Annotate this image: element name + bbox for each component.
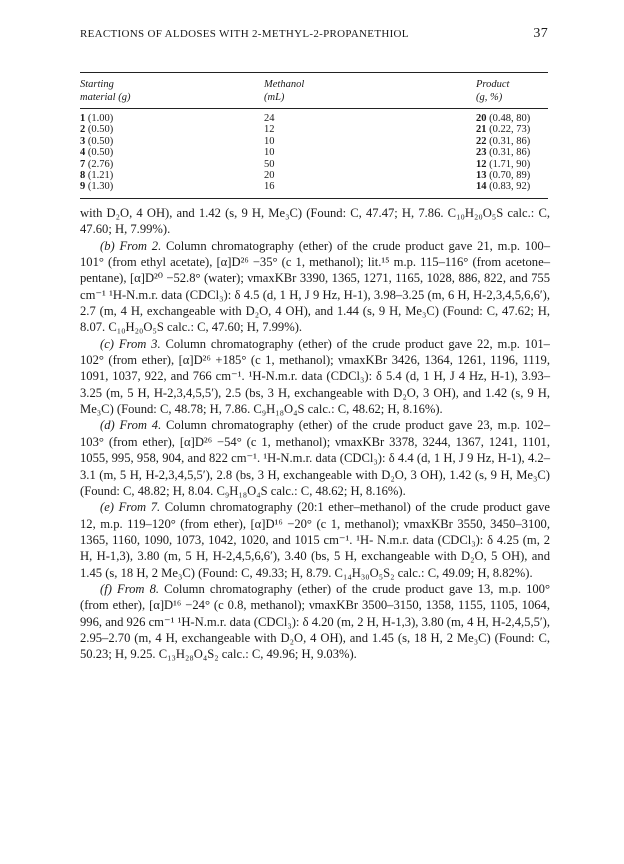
text-line: with D₂O, 4 OH), and 1.42 (s, 9 H, Me₃C) (Found: C, 47.47; H, 7.86. C₁₀H₂₀O₅S	[80, 206, 504, 220]
text-line: product gave 12, m.p. 119–120° (from ether), [α]D¹⁶ −20° (c 1, methanol);	[80, 500, 550, 531]
text-line: Column chromatography (ether) of the crude product gave 23,	[166, 418, 493, 433]
cell-starting-material: 3 (0.50)	[80, 135, 114, 147]
table-row	[80, 124, 548, 135]
paragraph-label: (e)	[100, 500, 114, 515]
text-line: m.p. 100° (from ether), [α]D¹⁶ −24° (c 0.8, methanol); νmaxKBr 3500–3150, 1358, 1155,	[80, 581, 550, 613]
paragraph	[80, 238, 550, 336]
cell-product: 12 (1.71, 90)	[476, 158, 531, 170]
text-line: 1.45 (s, 18 H, 2 Me₃C) (Found: C, 50.23; H, 9.25. C₁₃H₂₈O₄S₂ calc.: C, 49.96; H,	[80, 630, 550, 662]
text-line: calc.: C, 47.60; H, 7.99%).	[80, 206, 550, 237]
paragraph-source: From 2.	[119, 238, 162, 253]
paragraph	[80, 205, 550, 238]
cell-starting-material: 7 (2.76)	[80, 158, 114, 170]
table-row	[80, 170, 548, 181]
cell-starting-material: 8 (1.21)	[80, 169, 114, 181]
cell-methanol: 10	[264, 147, 275, 159]
text-line: J 4 Hz, H-1), 3.93–3.25 (m, 5 H, H-2,3,4,5,5′), 2.5 (bs, 3 H, exchangeable with	[80, 369, 551, 400]
cell-product: 23 (0.31, 86)	[476, 147, 531, 159]
cell-methanol: 12	[264, 124, 275, 136]
cell-methanol: 50	[264, 158, 275, 170]
table-top-rule	[80, 72, 548, 73]
text-line: 3.80 (m, 4 H, H-2,4,5,5′), 2.95–2.70 (m, 4 H, exchangeable with D₂O, 4 OH), and	[80, 614, 550, 645]
table-bottom-rule	[80, 198, 548, 199]
text-line: Column chromatography (ether) of the crude product gave 21,	[166, 238, 493, 253]
text-line: 1196, 1119, 1091, 1037, 922, and 766 cm⁻¹. ¹H-N.m.r. data (CDCl₃): δ 5.4 (d, 1 H,	[80, 353, 550, 384]
cell-product: 13 (0.70, 89)	[476, 169, 531, 181]
text-line: 5 H, exchangeable with D₂O, 5 OH), and 1.45 (s, 18 H, 2 Me₃C) (Found: C, 49.33;	[80, 549, 550, 580]
paragraph-label: (c)	[100, 336, 114, 351]
text-line: 3.98–3.25 (m, 6 H, H-2,3,4,5,6,6′), 2.7 (m, 4 H, exchangeable with D₂O, 4 OH),	[80, 287, 550, 319]
paragraph	[80, 336, 550, 418]
experimental-text	[80, 205, 550, 663]
text-line: D₂O, 3 OH), and 1.42 (s, 9 H, Me₃C) (Found: C, 48.78; H, 7.86. C₉H₁₈O₄S calc.:	[80, 385, 550, 417]
text-line: 48.62; H, 8.16%).	[315, 483, 406, 498]
text-line: 1105, 1064, 996, and 926 cm⁻¹ ¹H-N.m.r. data (CDCl₃): δ 4.20 (m, 2 H, H-1,3),	[80, 598, 550, 629]
text-line: 886, 822, and 755 cm⁻¹ ¹H-N.m.r. data (CDCl₃): δ 4.5 (d, 1 H, J 9 Hz, H-1),	[80, 271, 550, 302]
paragraph-source: From 3.	[118, 336, 161, 351]
running-header	[80, 28, 548, 46]
table-header-rule	[80, 108, 548, 109]
cell-product: 20 (0.48, 80)	[476, 113, 531, 124]
cell-methanol: 10	[264, 135, 275, 147]
cell-methanol: 20	[264, 169, 275, 181]
paragraph-source: From 4.	[119, 418, 162, 433]
table-row	[80, 181, 548, 192]
reaction-table	[80, 72, 548, 199]
cell-product: 21 (0.22, 73)	[476, 124, 531, 136]
table-header	[80, 78, 548, 104]
text-line: 1241, 1101, 1055, 995, 958, 904, and 822 cm⁻¹. ¹H-N.m.r. data (CDCl₃): δ 4.4 (d,	[80, 434, 550, 466]
paragraph-source: From 8.	[117, 581, 160, 596]
table-row	[80, 159, 548, 170]
text-line: (from acetone–pentane), [α]D²⁰ −52.8° (water); νmaxKBr 3390, 1365, 1271, 1165, 1028,	[80, 255, 550, 286]
cell-starting-material: 9 (1.30)	[80, 181, 114, 193]
text-line: m.p. 101–102° (from ether), [α]D²⁶ +185° (c 1, methanol); νmaxKBr 3426, 1364, 1261,	[80, 336, 550, 368]
text-line: N.m.r. data (CDCl₃): δ 4.25 (m, 2 H, H-1,3), 3.80 (m, 5 H, H-2,4,5,6,6′), 3.40 (bs,	[80, 532, 550, 564]
paragraph-source: From 7.	[118, 500, 161, 515]
cell-starting-material: 4 (0.50)	[80, 147, 114, 159]
text-line: m.p. 100–101° (from ethyl acetate), [α]D²⁶ −35° (c 1, methanol); lit.¹⁵ m.p. 115–116°	[80, 238, 550, 270]
text-line: D₂O, 3 OH), 1.42 (s, 9 H, Me₃C) (Found: C, 48.82; H, 8.04. C₉H₁₈O₄S calc.: C,	[80, 467, 550, 498]
table-body	[80, 113, 548, 193]
text-line: νmaxKBr 3550, 3450–3100, 1365, 1160, 1090, 1073, 1042, 1020, and 1015 cm⁻¹. ¹H-	[80, 516, 550, 547]
paragraph	[80, 581, 550, 663]
paragraph-label: (f)	[100, 581, 112, 596]
cell-starting-material: 2 (0.50)	[80, 124, 114, 136]
text-line: 9.03%).	[316, 647, 357, 662]
cell-methanol: 16	[264, 181, 275, 193]
text-line: Column chromatography (ether) of the crude product gave 22,	[165, 336, 493, 351]
running-title: REACTIONS OF ALDOSES WITH 2-METHYL-2-PROPANETHIOL	[80, 28, 409, 40]
table-row	[80, 136, 548, 147]
page-number: 37	[533, 26, 548, 41]
text-line: and 1.44 (s, 9 H, Me₃C) (Found: C, 47.62; H, 8.07. C₁₀H₂₀O₅S calc.: C, 47.60; H,	[80, 304, 551, 335]
text-line: H, 8.79. C₁₄H₃₀O₅S₂ calc.: C, 49.09; H, 8.82%).	[290, 565, 533, 580]
text-line: 1 H, J 9 Hz, H-1), 4.2–3.1 (m, 5 H, H-2,3,4,5,5′), 2.8 (bs, 3 H, exchangeable with	[80, 451, 550, 482]
paragraph-label: (d)	[100, 418, 115, 433]
paragraph-label: (b)	[100, 238, 115, 253]
table-row	[80, 147, 548, 158]
text-line: m.p. 102–103° (from ether), [α]D²⁶ −54° (c 1, methanol); νmaxKBr 3378, 3244, 1367,	[80, 418, 550, 449]
cell-product: 14 (0.83, 92)	[476, 181, 531, 193]
cell-starting-material: 1 (1.00)	[80, 113, 114, 124]
text-line: Column chromatography (ether) of the crude product gave 13,	[164, 581, 494, 596]
text-line: C, 48.62; H, 8.16%).	[337, 402, 443, 417]
paragraph	[80, 417, 550, 499]
cell-product: 22 (0.31, 86)	[476, 135, 531, 147]
cell-methanol: 24	[264, 113, 275, 124]
text-line: Column chromatography (20:1 ether–methanol) of the crude	[164, 500, 479, 515]
text-line: 7.99%).	[262, 320, 303, 335]
header-methanol: Methanol (mL)	[264, 79, 305, 103]
table-row	[80, 113, 548, 124]
header-starting-material: Starting material (g)	[80, 79, 131, 103]
header-product: Product (g, %)	[476, 79, 510, 103]
paragraph	[80, 499, 550, 581]
